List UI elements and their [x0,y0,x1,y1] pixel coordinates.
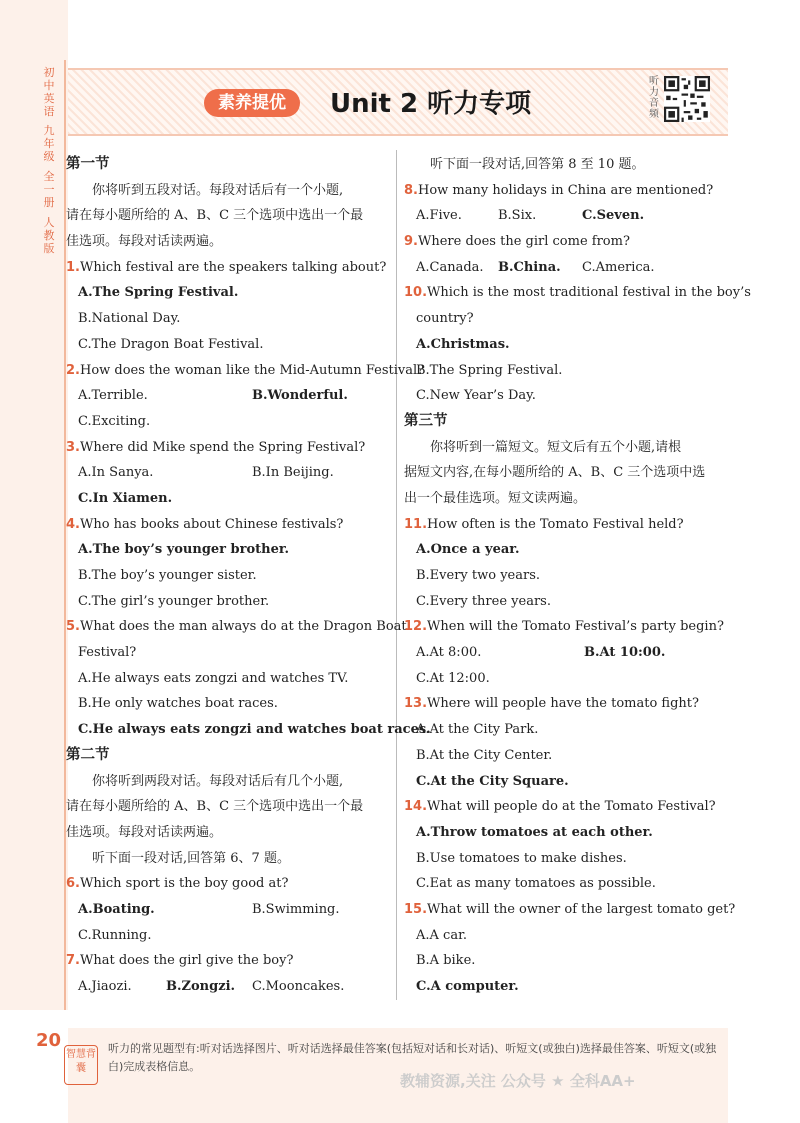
answer-option: C.He always eats zongzi and watches boat races. [78,722,431,738]
answer-option: A.The boy’s younger brother. [78,542,290,558]
question-number: 6. [66,876,80,892]
question-number: 8. [404,182,418,198]
instruction-text: 据短文内容,在每小题所给的 A、B、C 三个选项中选 [404,465,706,481]
right-column [404,152,751,1000]
question-number: 7. [66,953,80,969]
option: B.The Spring Festival. [416,362,563,378]
answer-option: C.A computer. [416,979,519,994]
option: C.America. [582,259,655,275]
option: B.Six. [498,208,537,224]
question-text: What will the owner of the largest tomato get? [427,901,736,917]
option: B.Swimming. [252,901,340,917]
answer-option: C.Seven. [582,208,645,224]
question [66,614,407,640]
answer-option: A.Christmas. [416,336,510,352]
answer-option: A.Throw tomatoes at each other. [416,824,653,840]
option: A.Canada. [416,259,484,275]
answer-option: C.In Xiamen. [78,490,173,506]
section-badge: 素养提优 [204,89,300,117]
option: C.Eat as many tomatoes as possible. [416,876,656,892]
question-text: How often is the Tomato Festival held? [427,516,684,532]
page-title: Unit 2 听力专项 [330,89,532,119]
question-text: What will people do at the Tomato Festival? [427,799,716,815]
question-number: 11. [404,516,428,532]
question [404,178,726,204]
question [66,512,388,538]
question-text: How does the woman like the Mid-Autumn Festival? [79,362,425,378]
option: C.Mooncakes. [252,979,345,994]
answer-option: C.At the City Square. [416,773,569,789]
question-number: 14. [404,799,428,815]
question-text: When will the Tomato Festival’s party begin? [427,619,724,635]
sidebar-edition: 人教版 [43,216,55,255]
qr-code-icon[interactable] [664,76,710,122]
option: B.At the City Center. [416,747,553,763]
option: Festival? [78,645,137,661]
option: B.National Day. [78,311,181,327]
option-row [66,460,388,486]
answer-option: A.Boating. [78,901,155,917]
option: C.Every three years. [416,593,551,609]
option: A.At 8:00. [416,645,482,661]
option-row [404,255,726,281]
answer-option: B.Wonderful. [252,388,348,404]
question-text: Which sport is the boy good at? [79,876,289,892]
question-text: Where does the girl come from? [417,234,630,250]
wisdom-badge: 智慧背囊 [64,1045,98,1085]
option: A.In Sanya. [78,465,154,481]
question [404,280,751,306]
instruction-text: 你将听到一篇短文。短文后有五个小题,请根 [430,439,682,455]
qr-label: 听力音频 [649,76,659,120]
question-number: 4. [66,516,80,532]
question-text: Where did Mike spend the Spring Festival? [79,439,366,455]
option: C.New Year’s Day. [416,388,536,404]
question-text: What does the man always do at the Dragon Boat [79,619,407,635]
option: B.He only watches boat races. [78,696,278,712]
question-text: Which festival are the speakers talking about? [79,259,387,275]
question-number: 3. [66,439,80,455]
instruction-text: 你将听到五段对话。每段对话后有一个小题, [92,182,344,198]
section-heading: 第三节 [404,412,448,429]
question [404,614,726,640]
instruction-text: 出一个最佳选项。短文读两遍。 [404,490,587,506]
answer-option: A.Once a year. [416,542,520,558]
question-text: Where will people have the tomato fight? [427,696,699,712]
question [66,255,388,281]
option: C.Exciting. [78,413,151,429]
option: A.Jiaozi. [78,979,132,994]
question-number: 2. [66,362,80,378]
question-number: 12. [404,619,428,635]
sidebar-grade: 九年级 [43,124,55,163]
watermark: 教辅资源,关注 公众号 ★ 全科AA+ [400,1072,636,1090]
option: A.A car. [416,927,467,943]
question [404,229,726,255]
question [404,512,726,538]
section-heading: 第一节 [66,156,110,172]
sidebar-volume: 全一册 [43,170,55,209]
option: C.The Dragon Boat Festival. [78,336,264,352]
question-text: How many holidays in China are mentioned? [417,182,714,198]
option: A.Terrible. [78,388,148,404]
answer-option: A.The Spring Festival. [78,285,239,301]
question-number: 9. [404,234,418,250]
option: B.A bike. [416,953,476,969]
instruction-text: 佳选项。每段对话读两遍。 [66,824,223,840]
option-row [66,383,388,409]
question-number: 10. [404,285,428,301]
instruction-text: 听下面一段对话,回答第 8 至 10 题。 [430,157,645,172]
option: B.Use tomatoes to make dishes. [416,850,627,866]
column-divider [396,150,397,1000]
sidebar-subject: 初中英语 [43,66,55,118]
option-row [404,640,726,666]
question-number: 13. [404,696,428,712]
question-number: 15. [404,901,428,917]
answer-option: B.China. [498,259,561,275]
section-heading: 第二节 [66,746,110,763]
instruction-text: 请在每小题所给的 A、B、C 三个选项中选出一个最 [66,799,364,815]
option: country? [416,311,474,327]
option: B.In Beijing. [252,465,334,481]
option: B.Every two years. [416,568,541,583]
question [404,691,726,717]
question [66,948,388,974]
option: C.Running. [78,927,152,943]
option-row [66,974,388,1000]
option-row [66,897,388,923]
question-number: 5. [66,619,80,635]
instruction-text: 听下面一段对话,回答第 6、7 题。 [92,850,290,866]
option: A.Five. [416,208,462,224]
question [66,435,388,461]
option-row [404,203,726,229]
instruction-text: 你将听到两段对话。每段对话后有几个小题, [92,773,344,789]
tip-text: 听力的常见题型有:听对话选择图片、听对话选择最佳答案(包括短对话和长对话)、听短文(或独白)选择最佳答案、听短文(或独白)完成表格信息。 [108,1042,717,1073]
question-text: What does the girl give the boy? [79,953,294,969]
option: C.The girl’s younger brother. [78,593,270,609]
question-text: Which is the most traditional festival in the boy’s [427,285,751,301]
question [66,358,425,384]
answer-option: B.Zongzi. [166,979,236,994]
question [66,871,388,897]
option: A.At the City Park. [416,722,539,738]
answer-option: B.At 10:00. [584,645,666,661]
option: A.He always eats zongzi and watches TV. [78,670,349,686]
question-text: Who has books about Chinese festivals? [79,516,344,532]
instruction-text: 佳选项。每段对话读两遍。 [66,234,223,250]
question [404,794,726,820]
question [404,897,736,923]
question-number: 1. [66,259,80,275]
page-number: 20 [36,1030,62,1051]
option: C.At 12:00. [416,670,490,686]
option: B.The boy’s younger sister. [78,568,257,583]
instruction-text: 请在每小题所给的 A、B、C 三个选项中选出一个最 [66,208,364,224]
